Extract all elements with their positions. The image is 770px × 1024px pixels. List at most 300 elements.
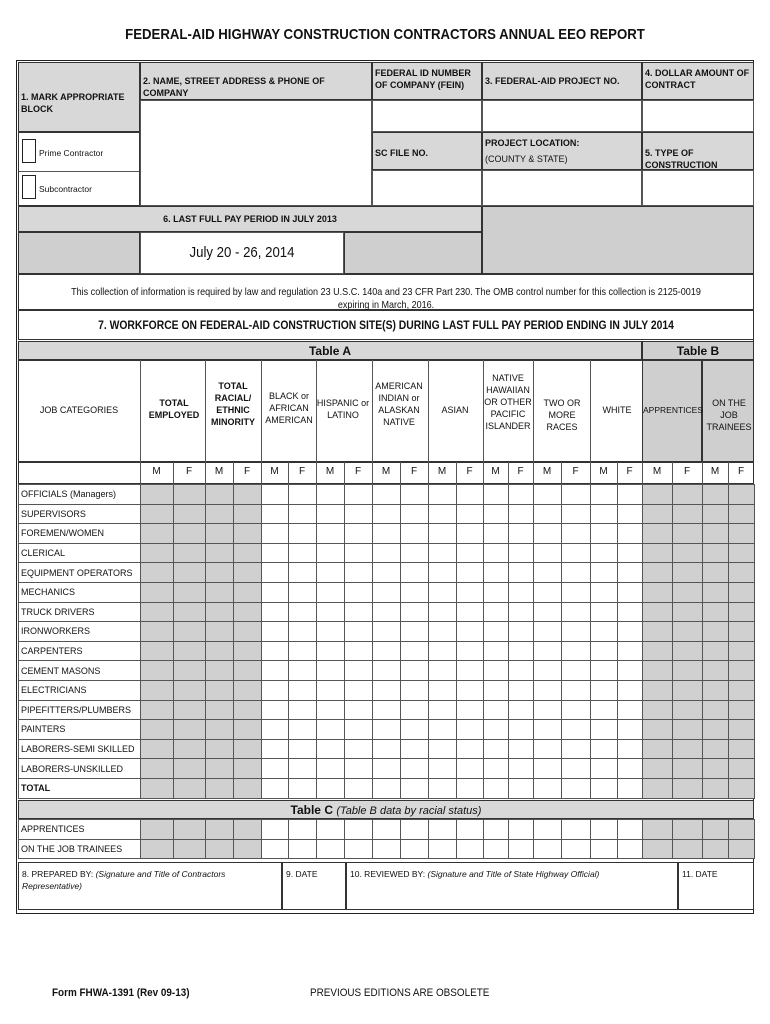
count-cell[interactable] bbox=[141, 700, 174, 720]
count-cell[interactable] bbox=[591, 622, 618, 642]
count-cell[interactable] bbox=[174, 641, 206, 661]
count-cell[interactable] bbox=[345, 602, 373, 622]
count-cell[interactable] bbox=[174, 680, 206, 700]
count-cell[interactable] bbox=[591, 700, 618, 720]
count-cell[interactable] bbox=[643, 622, 673, 642]
count-cell[interactable] bbox=[289, 563, 317, 583]
count-cell[interactable] bbox=[345, 680, 373, 700]
count-cell[interactable] bbox=[262, 759, 289, 779]
count-cell[interactable] bbox=[618, 820, 643, 840]
count-cell[interactable] bbox=[703, 622, 729, 642]
count-cell[interactable] bbox=[429, 524, 457, 544]
count-cell[interactable] bbox=[429, 680, 457, 700]
count-cell[interactable] bbox=[591, 485, 618, 505]
count-cell[interactable] bbox=[643, 839, 673, 859]
count-cell[interactable] bbox=[562, 504, 591, 524]
count-cell[interactable] bbox=[643, 602, 673, 622]
count-cell[interactable] bbox=[534, 839, 562, 859]
count-cell[interactable] bbox=[174, 485, 206, 505]
count-cell[interactable] bbox=[591, 602, 618, 622]
count-cell[interactable] bbox=[562, 839, 591, 859]
count-cell[interactable] bbox=[429, 700, 457, 720]
count-cell[interactable] bbox=[234, 582, 262, 602]
count-cell[interactable] bbox=[484, 759, 509, 779]
count-cell[interactable] bbox=[206, 504, 234, 524]
count-cell[interactable] bbox=[562, 622, 591, 642]
count-cell[interactable] bbox=[262, 622, 289, 642]
count-cell[interactable] bbox=[591, 524, 618, 544]
count-cell[interactable] bbox=[643, 504, 673, 524]
count-cell[interactable] bbox=[457, 700, 484, 720]
count-cell[interactable] bbox=[345, 778, 373, 798]
count-cell[interactable] bbox=[317, 720, 345, 740]
count-cell[interactable] bbox=[141, 504, 174, 524]
count-cell[interactable] bbox=[234, 563, 262, 583]
count-cell[interactable] bbox=[562, 602, 591, 622]
count-cell[interactable] bbox=[509, 543, 534, 563]
count-cell[interactable] bbox=[643, 582, 673, 602]
count-cell[interactable] bbox=[509, 661, 534, 681]
count-cell[interactable] bbox=[317, 641, 345, 661]
count-cell[interactable] bbox=[206, 739, 234, 759]
count-cell[interactable] bbox=[262, 661, 289, 681]
count-cell[interactable] bbox=[562, 582, 591, 602]
count-cell[interactable] bbox=[534, 622, 562, 642]
count-cell[interactable] bbox=[673, 602, 703, 622]
count-cell[interactable] bbox=[591, 720, 618, 740]
count-cell[interactable] bbox=[457, 543, 484, 563]
count-cell[interactable] bbox=[401, 661, 429, 681]
count-cell[interactable] bbox=[401, 622, 429, 642]
count-cell[interactable] bbox=[345, 839, 373, 859]
count-cell[interactable] bbox=[373, 661, 401, 681]
count-cell[interactable] bbox=[141, 680, 174, 700]
count-cell[interactable] bbox=[345, 641, 373, 661]
count-cell[interactable] bbox=[206, 661, 234, 681]
count-cell[interactable] bbox=[562, 820, 591, 840]
count-cell[interactable] bbox=[703, 700, 729, 720]
count-cell[interactable] bbox=[174, 602, 206, 622]
count-cell[interactable] bbox=[729, 524, 755, 544]
count-cell[interactable] bbox=[234, 739, 262, 759]
count-cell[interactable] bbox=[484, 720, 509, 740]
count-cell[interactable] bbox=[509, 582, 534, 602]
count-cell[interactable] bbox=[262, 504, 289, 524]
count-cell[interactable] bbox=[457, 622, 484, 642]
count-cell[interactable] bbox=[534, 739, 562, 759]
count-cell[interactable] bbox=[729, 820, 755, 840]
count-cell[interactable] bbox=[206, 582, 234, 602]
count-cell[interactable] bbox=[206, 720, 234, 740]
count-cell[interactable] bbox=[562, 524, 591, 544]
count-cell[interactable] bbox=[429, 504, 457, 524]
count-cell[interactable] bbox=[562, 778, 591, 798]
count-cell[interactable] bbox=[703, 524, 729, 544]
count-cell[interactable] bbox=[289, 680, 317, 700]
count-cell[interactable] bbox=[234, 602, 262, 622]
count-cell[interactable] bbox=[618, 641, 643, 661]
count-cell[interactable] bbox=[262, 563, 289, 583]
count-cell[interactable] bbox=[373, 641, 401, 661]
count-cell[interactable] bbox=[317, 839, 345, 859]
project-no-field[interactable] bbox=[482, 100, 642, 132]
count-cell[interactable] bbox=[562, 563, 591, 583]
count-cell[interactable] bbox=[457, 720, 484, 740]
count-cell[interactable] bbox=[562, 543, 591, 563]
count-cell[interactable] bbox=[289, 661, 317, 681]
count-cell[interactable] bbox=[141, 602, 174, 622]
count-cell[interactable] bbox=[174, 661, 206, 681]
count-cell[interactable] bbox=[373, 739, 401, 759]
count-cell[interactable] bbox=[673, 739, 703, 759]
count-cell[interactable] bbox=[317, 543, 345, 563]
count-cell[interactable] bbox=[429, 820, 457, 840]
count-cell[interactable] bbox=[534, 504, 562, 524]
count-cell[interactable] bbox=[457, 602, 484, 622]
count-cell[interactable] bbox=[206, 759, 234, 779]
count-cell[interactable] bbox=[345, 582, 373, 602]
count-cell[interactable] bbox=[534, 820, 562, 840]
count-cell[interactable] bbox=[317, 680, 345, 700]
count-cell[interactable] bbox=[174, 778, 206, 798]
count-cell[interactable] bbox=[484, 582, 509, 602]
count-cell[interactable] bbox=[234, 641, 262, 661]
count-cell[interactable] bbox=[484, 622, 509, 642]
sc-file-field[interactable] bbox=[372, 170, 482, 206]
count-cell[interactable] bbox=[206, 563, 234, 583]
count-cell[interactable] bbox=[262, 839, 289, 859]
count-cell[interactable] bbox=[591, 641, 618, 661]
count-cell[interactable] bbox=[234, 661, 262, 681]
count-cell[interactable] bbox=[534, 680, 562, 700]
count-cell[interactable] bbox=[401, 700, 429, 720]
count-cell[interactable] bbox=[591, 820, 618, 840]
count-cell[interactable] bbox=[401, 739, 429, 759]
count-cell[interactable] bbox=[345, 622, 373, 642]
count-cell[interactable] bbox=[289, 778, 317, 798]
count-cell[interactable] bbox=[206, 485, 234, 505]
count-cell[interactable] bbox=[401, 563, 429, 583]
count-cell[interactable] bbox=[345, 543, 373, 563]
count-cell[interactable] bbox=[643, 759, 673, 779]
count-cell[interactable] bbox=[234, 700, 262, 720]
count-cell[interactable] bbox=[373, 839, 401, 859]
count-cell[interactable] bbox=[317, 485, 345, 505]
count-cell[interactable] bbox=[234, 504, 262, 524]
count-cell[interactable] bbox=[401, 602, 429, 622]
count-cell[interactable] bbox=[401, 720, 429, 740]
count-cell[interactable] bbox=[729, 778, 755, 798]
count-cell[interactable] bbox=[345, 485, 373, 505]
count-cell[interactable] bbox=[643, 524, 673, 544]
count-cell[interactable] bbox=[618, 543, 643, 563]
count-cell[interactable] bbox=[703, 602, 729, 622]
count-cell[interactable] bbox=[484, 543, 509, 563]
count-cell[interactable] bbox=[373, 820, 401, 840]
count-cell[interactable] bbox=[673, 680, 703, 700]
count-cell[interactable] bbox=[429, 543, 457, 563]
count-cell[interactable] bbox=[673, 543, 703, 563]
count-cell[interactable] bbox=[373, 622, 401, 642]
date11-cell[interactable] bbox=[678, 862, 754, 910]
count-cell[interactable] bbox=[509, 524, 534, 544]
count-cell[interactable] bbox=[562, 680, 591, 700]
count-cell[interactable] bbox=[317, 524, 345, 544]
count-cell[interactable] bbox=[673, 485, 703, 505]
count-cell[interactable] bbox=[262, 543, 289, 563]
count-cell[interactable] bbox=[703, 820, 729, 840]
count-cell[interactable] bbox=[509, 563, 534, 583]
count-cell[interactable] bbox=[401, 504, 429, 524]
count-cell[interactable] bbox=[429, 622, 457, 642]
count-cell[interactable] bbox=[534, 720, 562, 740]
count-cell[interactable] bbox=[206, 602, 234, 622]
count-cell[interactable] bbox=[673, 820, 703, 840]
count-cell[interactable] bbox=[618, 504, 643, 524]
count-cell[interactable] bbox=[703, 759, 729, 779]
count-cell[interactable] bbox=[345, 563, 373, 583]
count-cell[interactable] bbox=[534, 661, 562, 681]
count-cell[interactable] bbox=[373, 759, 401, 779]
count-cell[interactable] bbox=[429, 778, 457, 798]
count-cell[interactable] bbox=[618, 563, 643, 583]
count-cell[interactable] bbox=[317, 582, 345, 602]
count-cell[interactable] bbox=[345, 720, 373, 740]
count-cell[interactable] bbox=[457, 563, 484, 583]
count-cell[interactable] bbox=[317, 700, 345, 720]
count-cell[interactable] bbox=[317, 602, 345, 622]
reviewed-by-cell[interactable] bbox=[346, 862, 678, 910]
count-cell[interactable] bbox=[562, 661, 591, 681]
count-cell[interactable] bbox=[345, 504, 373, 524]
count-cell[interactable] bbox=[509, 485, 534, 505]
count-cell[interactable] bbox=[729, 641, 755, 661]
count-cell[interactable] bbox=[206, 700, 234, 720]
count-cell[interactable] bbox=[174, 563, 206, 583]
count-cell[interactable] bbox=[729, 602, 755, 622]
count-cell[interactable] bbox=[401, 485, 429, 505]
count-cell[interactable] bbox=[534, 563, 562, 583]
count-cell[interactable] bbox=[534, 485, 562, 505]
count-cell[interactable] bbox=[729, 700, 755, 720]
count-cell[interactable] bbox=[729, 543, 755, 563]
count-cell[interactable] bbox=[373, 543, 401, 563]
count-cell[interactable] bbox=[429, 563, 457, 583]
count-cell[interactable] bbox=[643, 485, 673, 505]
count-cell[interactable] bbox=[289, 485, 317, 505]
count-cell[interactable] bbox=[174, 582, 206, 602]
count-cell[interactable] bbox=[703, 661, 729, 681]
count-cell[interactable] bbox=[373, 524, 401, 544]
count-cell[interactable] bbox=[373, 563, 401, 583]
count-cell[interactable] bbox=[484, 778, 509, 798]
count-cell[interactable] bbox=[591, 739, 618, 759]
count-cell[interactable] bbox=[429, 485, 457, 505]
count-cell[interactable] bbox=[174, 543, 206, 563]
count-cell[interactable] bbox=[457, 839, 484, 859]
count-cell[interactable] bbox=[673, 700, 703, 720]
count-cell[interactable] bbox=[141, 543, 174, 563]
count-cell[interactable] bbox=[484, 563, 509, 583]
count-cell[interactable] bbox=[234, 543, 262, 563]
count-cell[interactable] bbox=[234, 839, 262, 859]
count-cell[interactable] bbox=[289, 504, 317, 524]
count-cell[interactable] bbox=[729, 504, 755, 524]
count-cell[interactable] bbox=[618, 720, 643, 740]
count-cell[interactable] bbox=[234, 720, 262, 740]
count-cell[interactable] bbox=[174, 622, 206, 642]
count-cell[interactable] bbox=[643, 680, 673, 700]
count-cell[interactable] bbox=[703, 641, 729, 661]
count-cell[interactable] bbox=[591, 563, 618, 583]
count-cell[interactable] bbox=[234, 485, 262, 505]
count-cell[interactable] bbox=[643, 778, 673, 798]
count-cell[interactable] bbox=[317, 739, 345, 759]
count-cell[interactable] bbox=[262, 720, 289, 740]
count-cell[interactable] bbox=[729, 720, 755, 740]
count-cell[interactable] bbox=[673, 524, 703, 544]
subcontractor-checkbox[interactable] bbox=[22, 175, 36, 199]
count-cell[interactable] bbox=[206, 622, 234, 642]
count-cell[interactable] bbox=[457, 504, 484, 524]
count-cell[interactable] bbox=[289, 582, 317, 602]
count-cell[interactable] bbox=[591, 759, 618, 779]
count-cell[interactable] bbox=[262, 524, 289, 544]
count-cell[interactable] bbox=[509, 739, 534, 759]
count-cell[interactable] bbox=[673, 641, 703, 661]
count-cell[interactable] bbox=[345, 820, 373, 840]
count-cell[interactable] bbox=[262, 602, 289, 622]
count-cell[interactable] bbox=[484, 504, 509, 524]
count-cell[interactable] bbox=[373, 485, 401, 505]
count-cell[interactable] bbox=[457, 680, 484, 700]
count-cell[interactable] bbox=[729, 661, 755, 681]
count-cell[interactable] bbox=[591, 839, 618, 859]
count-cell[interactable] bbox=[141, 820, 174, 840]
count-cell[interactable] bbox=[591, 582, 618, 602]
count-cell[interactable] bbox=[729, 582, 755, 602]
count-cell[interactable] bbox=[509, 778, 534, 798]
count-cell[interactable] bbox=[429, 661, 457, 681]
count-cell[interactable] bbox=[262, 680, 289, 700]
count-cell[interactable] bbox=[174, 720, 206, 740]
count-cell[interactable] bbox=[289, 839, 317, 859]
count-cell[interactable] bbox=[534, 778, 562, 798]
count-cell[interactable] bbox=[345, 739, 373, 759]
count-cell[interactable] bbox=[234, 820, 262, 840]
count-cell[interactable] bbox=[373, 720, 401, 740]
count-cell[interactable] bbox=[562, 485, 591, 505]
count-cell[interactable] bbox=[457, 661, 484, 681]
count-cell[interactable] bbox=[703, 680, 729, 700]
count-cell[interactable] bbox=[673, 622, 703, 642]
count-cell[interactable] bbox=[729, 739, 755, 759]
count-cell[interactable] bbox=[703, 778, 729, 798]
count-cell[interactable] bbox=[534, 543, 562, 563]
count-cell[interactable] bbox=[673, 778, 703, 798]
count-cell[interactable] bbox=[174, 839, 206, 859]
count-cell[interactable] bbox=[562, 759, 591, 779]
count-cell[interactable] bbox=[591, 504, 618, 524]
count-cell[interactable] bbox=[562, 720, 591, 740]
count-cell[interactable] bbox=[289, 759, 317, 779]
count-cell[interactable] bbox=[484, 641, 509, 661]
count-cell[interactable] bbox=[262, 778, 289, 798]
count-cell[interactable] bbox=[289, 739, 317, 759]
count-cell[interactable] bbox=[206, 680, 234, 700]
count-cell[interactable] bbox=[643, 720, 673, 740]
count-cell[interactable] bbox=[317, 622, 345, 642]
count-cell[interactable] bbox=[457, 582, 484, 602]
count-cell[interactable] bbox=[509, 641, 534, 661]
count-cell[interactable] bbox=[234, 680, 262, 700]
count-cell[interactable] bbox=[618, 839, 643, 859]
count-cell[interactable] bbox=[509, 759, 534, 779]
count-cell[interactable] bbox=[703, 485, 729, 505]
count-cell[interactable] bbox=[401, 680, 429, 700]
count-cell[interactable] bbox=[534, 641, 562, 661]
prime-contractor-checkbox[interactable] bbox=[22, 139, 36, 163]
count-cell[interactable] bbox=[643, 661, 673, 681]
count-cell[interactable] bbox=[317, 661, 345, 681]
count-cell[interactable] bbox=[289, 622, 317, 642]
count-cell[interactable] bbox=[643, 700, 673, 720]
count-cell[interactable] bbox=[429, 739, 457, 759]
count-cell[interactable] bbox=[484, 661, 509, 681]
count-cell[interactable] bbox=[345, 700, 373, 720]
count-cell[interactable] bbox=[262, 641, 289, 661]
count-cell[interactable] bbox=[457, 778, 484, 798]
count-cell[interactable] bbox=[141, 641, 174, 661]
count-cell[interactable] bbox=[141, 759, 174, 779]
count-cell[interactable] bbox=[317, 820, 345, 840]
count-cell[interactable] bbox=[643, 563, 673, 583]
count-cell[interactable] bbox=[484, 700, 509, 720]
count-cell[interactable] bbox=[401, 778, 429, 798]
count-cell[interactable] bbox=[429, 720, 457, 740]
prepared-by-cell[interactable] bbox=[18, 862, 282, 910]
count-cell[interactable] bbox=[206, 839, 234, 859]
count-cell[interactable] bbox=[141, 661, 174, 681]
count-cell[interactable] bbox=[457, 739, 484, 759]
count-cell[interactable] bbox=[703, 543, 729, 563]
count-cell[interactable] bbox=[703, 739, 729, 759]
count-cell[interactable] bbox=[591, 680, 618, 700]
count-cell[interactable] bbox=[174, 820, 206, 840]
count-cell[interactable] bbox=[643, 820, 673, 840]
count-cell[interactable] bbox=[373, 680, 401, 700]
count-cell[interactable] bbox=[234, 778, 262, 798]
count-cell[interactable] bbox=[457, 820, 484, 840]
count-cell[interactable] bbox=[401, 820, 429, 840]
count-cell[interactable] bbox=[562, 641, 591, 661]
count-cell[interactable] bbox=[373, 700, 401, 720]
count-cell[interactable] bbox=[673, 504, 703, 524]
count-cell[interactable] bbox=[484, 485, 509, 505]
count-cell[interactable] bbox=[289, 700, 317, 720]
count-cell[interactable] bbox=[141, 485, 174, 505]
count-cell[interactable] bbox=[174, 504, 206, 524]
count-cell[interactable] bbox=[534, 759, 562, 779]
count-cell[interactable] bbox=[141, 582, 174, 602]
count-cell[interactable] bbox=[562, 700, 591, 720]
count-cell[interactable] bbox=[673, 839, 703, 859]
count-cell[interactable] bbox=[509, 680, 534, 700]
count-cell[interactable] bbox=[262, 485, 289, 505]
count-cell[interactable] bbox=[429, 759, 457, 779]
count-cell[interactable] bbox=[401, 543, 429, 563]
count-cell[interactable] bbox=[729, 485, 755, 505]
